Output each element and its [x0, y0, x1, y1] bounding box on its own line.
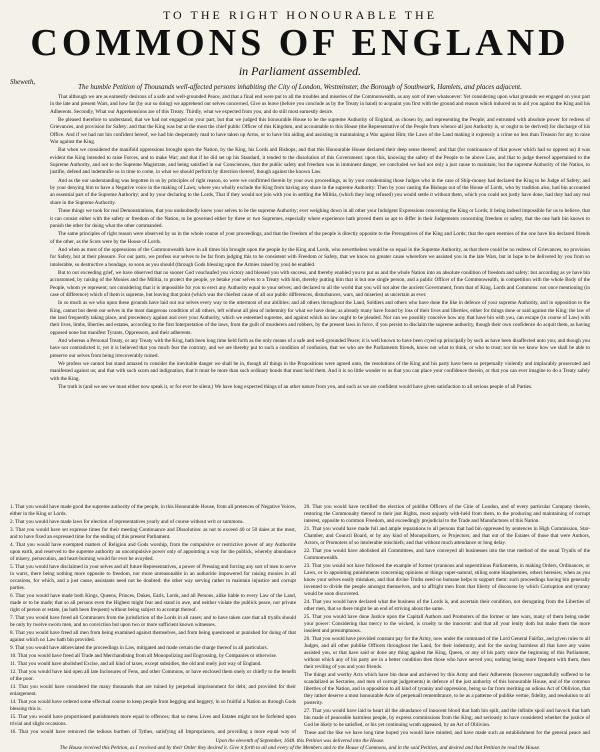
demand-item: 14. That you would have ordered some effectual course to keep people from begging and beggery, in so fruitful a Nation as through Gods blessing this is.: [10, 699, 296, 712]
intro-paragraph: But when we considered the manifold oppressions brought upon the Nation, by the King, his Lords and Bishops; and that this Honourable House declared their deep sense thereof; and that (for continuance of that power which had so opprest us) it was evident the King intended to raise Forces, and to make War; and that if he did set up his Standard, it tended to the dissolution of this Government: upon this, knowing the safety of the People to be above Law, and that to judge thereof appertained to the Supreme Authority, and not to the Supreme Magistrate, and being satisfied in our Consciences, that the public safety and freedom was in imminent danger, we concluded we had not only a just cause to maintain; but the supreme Authority of the Nation, to justifie, defend and indemnifie us in time to come, in what we should perform by direction thereof, though against the known Law.: [50, 147, 590, 176]
demand-item: 11. That you would have abolished Excise, and all kind of taxes, except subsidies, the old and onely just way of England.: [10, 661, 262, 667]
demand-item: 7. That you would have freed all Commoners from the jurisdiction of the Lords in all cases; and to have taken care that all tryalls should be only by twelve sworn men, and no conviction but upon two or more sufficient known witnesses.: [10, 615, 296, 628]
intro-paragraph: That although we are as earnestly desirous of a safe and well-grounded Peace, and that a final end were put to all the troubles and miseries of the Commonwealth, as any sort of men whatsoever: Yet considering upon what grounds we engaged on your part in the late and present Wars, and how far (by our so doing) we apprehend our selves concerned, Give us leave (before you conclude as by the Treaty in hand) to acquaint you first with the ground and reason which induced us to aid you against the King and his Adherents. Secondly, What our Apprehensions are of this Treaty. Thirdly, what we expected from you, and do still most earnestly desire.: [50, 94, 590, 115]
title: COMMONS OF ENGLAND: [30, 22, 570, 64]
footer-date: Upon the eleventh of September, 1648. this Petition was delivered into the House.: [215, 738, 385, 744]
demand-item: 24. That you would have declared what the business of the Lords is, and ascertain their condition, not derogating from the Liberties of other men, that so there might be an end of striving about the same.: [304, 599, 590, 612]
footer-note: The House received this Petition, as I received and by their Order they desired it. Give it forth to all and every of the Members and to the House of Commons, and in the said Petition, and desired and that Petition be read the House.: [59, 745, 541, 751]
demand-item: 5. That you would have disclaimed in your selves and all future Representatives, a power of Pressing and forcing any sort of men to serve in warrs, there being nothing more opposite to freedom, nor more unreasonable in an authoritie impowered for raising monies in all occasions, for which, and a just cause, assistants need not be doubted: the other way serving rather to maintain injustice and corrupt parties.: [10, 564, 296, 591]
demand-item: 27. That you would have laid to heart all the abundance of innocent blood that hath bin spilt, and the infinite spoil and havock that hath bin made of peaceable harmless people, by express commissions from the King; and seriously to have considered whether the justice of God be likely to be satisfied, or his yet continuing wrath appeased, by an Act of Oblivion.: [304, 708, 590, 728]
right-column: [304, 504, 590, 736]
intro-paragraph: These things we took for real Demonstrations, that you undoubtedly knew your selves to be the supreme Authority; ever weighing down in all other your Indulgent Expressions concerning the King or Lords; it being indeed impossible for us to believe, that it can consist either with the safety or freedom of the Nation, to be governed either by three or two Supremes, especially where experience hath proved them so apt to differ in their Judgements concerning freedom or safety, that the one hath bin known to punish the other for doing what the other commanded.: [50, 208, 590, 229]
demand-item: The things and worthy Acts which have bin done and atchieved by this Army and their Adherents (however ungratefully suffered to be scandalized as Sectaries, and men of corrupt judgements) in defence of the just authority of this honourable House, and of the common liberties of the Nation, and in opposition to all kind of tyranny and oppression, being so far from meriting an odious Act of Oblivion, that they rather deserve a most honourable Acte of perpetuall remembrance, to be as a patterne of publike vertue, fidelity, and resolution to all posterity.: [304, 672, 590, 706]
demand-item: 21. That you would have made full and ample reparations to all persons that had bin oppressed by sentences in High Commission, Star-Chamber, and Council Board, or by any kind of Monopolizers, or Projectors; and that out of the Estates of those that were Authors, Actors, or Promoters of so intolerable mischiefs; and that without much attendance or long delay.: [304, 526, 590, 546]
address-line: TO THE RIGHT HONOURABLE THE: [162, 8, 438, 22]
demand-item: 8. That you would have freed all men from being examined against themselves, and from being questioned or punished for doing of that against which no Law hath bin provided.: [10, 630, 296, 643]
humble-petition-line: The humble Petition of Thousands well-affected persons inhabiting the City of London, Westminster, the Borough of Southwark, Hamlets, and places adjacent.: [78, 83, 522, 91]
demand-item: 12. That you would have laid open all late Inclosures of Fens, and other Commons, or have enclosed them onely or chiefly to the benefit of the poor.: [10, 669, 296, 682]
intro-paragraph: In so much as we who upon these grounds have laid out our selves every way to the uttermost of our abilities: and all others throughout the Land, Soldiers and others who have done the like in defence of your supreme Authority, and in opposition to the King, cannot but deem our selves in the most dangerous condition of all others, left without all plea of indemnity for what we have done; as already many have found by loss of their lives and liberties, either for things done or said against the King; the law of the land frequently taking place, and precedency against and over your Authority, which we esteemed supreme, and against which no law ought to be pleaded. Nor can we possibly conceive how any that have bin with you, can escape (in course of Law) with their lives, limbs, liberties and estates, according to the first Interpretation of the laws, from the guilt of murderers and robbers, by the present laws in force, if you persist to disclaim the supreme authority, though their own confidence do acquit them, as having opposed none but manifest Tyrants, Oppressors, and their adherents.: [50, 300, 590, 336]
demand-item: 2. That you would have made laws for election of representatives yearly and of course without writ or summons.: [10, 519, 244, 525]
demand-item: 6. That you would have made both Kings, Queens, Princes, Dukes, Earls, Lords, and all Persons, alike liable to every Law of the Land, made or to be made; that so all persons even the Highest might fear and stand in awe, and neither violate the publick peace, nor private right of person or estate, (as hath been frequent) without being subject to accompt thereof.: [10, 593, 296, 613]
demand-item: 25. That you would have done Justice upon the Capitall Authors and Promoters of the former or late wars, many of them being under your power: Considering that mercy to the wicked, is cruelty to the innocent: and that all your lenity doth but make them the more insolent and presumptuous.: [304, 614, 590, 634]
intro-paragraph: The same principles of right reason were observed by us in the whole course of your proceedings, and that the freedom of the people is directly opposite to the Prerogatives of the King and Lords; that the open enemies of the one have bin declared friends of the other, as the Scots were by the House of Lords.: [50, 231, 590, 245]
intro-paragraph: And as the our understanding was begotten in us by principles of right reason, so were we confirmed therein by your own proceedings, as by your condemning those Judges who in the case of Ship-money had declared the King to be Judge of Safety; and by your denying him to have a Negative voice in the making of Laws; where you wholly exclude the King from having any share in the supreme Authority: Then by your casting the Bishops out of the House of Lords, who by tradition also, had bin accounted an essential part of the Supreme Authority; and by your declaring to the Lords, That if they would not join with you in settling the Militia, (which they long refused) you would settle it without them, which you could not justly have done, had they had any real share in the Supreme Authority.: [50, 177, 590, 206]
subtitle: in Parliament assembled.: [238, 64, 362, 78]
demand-item: 26. That you would have provided constant pay for the Army, now under the command of the Lord General Fairfax, and given rules to all Judges, and all other publike Officers throughout the Land, for their indemnity, and for the saving harmless all that have any waies assisted you, or that have said or done any thing against the King, Queen, or any of his party since the beginning of this Parliament, without which any of his party are in a better condition then those who have served you; nothing being more frequent with them, then their reviling of you and your friends.: [304, 636, 590, 670]
intro-text: [50, 94, 590, 504]
demand-item: 9. That you would have abbreviated the proceedings in Law, mitigated and made certain the charge thereof in all particulars.: [10, 645, 268, 651]
intro-paragraph: And when as most of the oppressions of the Commonwealth have in all times bin brought upon the people by the King and Lords, who nevertheless would be so equal in the Supreme Authority, as that there could be no redress of Grievances, no provision for Safety, but at their pleasure. For our parts, we profess our selves to be far from judging this to be consistent with Freedom or Safety, that we know no greater cause wherefore we assisted you in the late Wars, but in hope to be delivered by you from so intolerable, so destructive a bondage, so soon as you should (through Gods blessing upon the Armies raised by you) be enabled.: [50, 246, 590, 268]
intro-paragraph: The truth is (and we see we must either now speak it, or for ever be silent,) We have long expected things of an other nature from you, and such as we are confident would have given satisfaction to all serious people of all Parties.: [58, 384, 533, 391]
demand-item: 16. That you would have removed the tedious burthen of Tythes, satisfying all Impropriators, and providing a more equal way of: [10, 729, 296, 735]
demand-item: 1. That you would have made good the supreme authority of the people, in this Honourable House, from all pretences of Negative Voices, either in the King or Lords.: [10, 504, 296, 517]
demand-item: 3. That you would have set expresse times for their meeting Continuance and Dissolution: as not to exceed 40 or 50 daies at the most, and to have fixed an expressed time for the ending of this present Parliament.: [10, 527, 296, 540]
demand-item: 15. That you would have proportioned punishments more equal to offences; that so mens Lives and Estates might not be forfeited upon trivial and slight occasions.: [10, 714, 296, 727]
sheweth-label: Sheweth,: [10, 78, 36, 86]
demand-item: These and the like we have long time hoped you would have minded, and have made such an establishment for the general peace and: [304, 730, 590, 736]
demand-item: 4. That you would have exempted matters of Religion and Gods worship, from the compulsive or restrictive power of any Authoritie upon earth, and reserved to the supreme authority an uncompulsive power only of appointing a way for the publick, whereby abundance of misery, persecution, and heart-burning would for ever be avoyded.: [10, 542, 296, 562]
left-column: [10, 504, 296, 736]
demand-item: 10. That you would have freed all Trade and Merchandising from all Monopolizing and Engrossing, by Companies or otherwise.: [10, 653, 278, 659]
header: [10, 8, 590, 79]
demands-columns: [10, 504, 590, 736]
demand-item: 20. That you would have rectified the election of publike Officers of the Citie of London, and of every particular Company therein, restoring the Commonalty thereof to their just Rights, most unjustly with-held from them, to the producing and maintaining of corrupt interest, opposite to common Freedom, and exceedingly prejudicial to the Trade and Manufactures of this Nation.: [304, 504, 590, 524]
intro-paragraph: We profess we cannot but stand amazed to consider the inevitable danger we shall be in, though all things in the Propositions were agreed unto, the resolutions of the King and his party have been so perpetually violently and implacably prosecuted and manifested against us; and that with such scorn and indignation, that it must be more than such ordinary bonds that must hold them. And it is no little wonder to us that you can place your confidence therein, or that you can ever imagine to do a Treaty safely with the King.: [50, 361, 590, 382]
intro-paragraph: Be pleased therefore to understand, that we had not engaged on your part, but that we judged this honourable House to be the supreme Authority of England, as chosen by, and representing the People; and entrusted with absolute power for redress of Grievances, and provision for Safety: and that the King was but at the most the chief public Officer of this Kingdom, and accountable to this House (the Representative of the People from whence all just Authority is, or ought to be derived) for discharge of his Office. And if we had not bin confident hereof, we had bin desperately mad to have taken up Arms, or to have bin aiding and assisting in maintaining a War against Him; the Laws of the Land making it expressly a crime no less than Treason for any to raise War against the King.: [50, 117, 590, 146]
footer: [10, 738, 590, 752]
demand-item: 13. That you would have considered the many thousands that are ruined by perpetual imprisonment for debt, and provided for their enlargement.: [10, 684, 296, 697]
intro-paragraph: And whereas a Personal Treaty, or any Treaty with the King, hath been long time held forth as the only means of a safe and well-grounded Peace; it is well known to have been cryed up principally by such as have been disaffected unto you; and though you have not contradicted it, yet it is believed that you much fear the contrary, and we are thereby put to such a condition of confusion, that we who are the Parliaments friends, know not what to think, or who to trust; nor do we know how we shall be able to preserve our selves from being irrecoverably ruined.: [50, 338, 590, 359]
demand-item: 23. That you would not have followed the example of former tyrannous and superstitious Parliaments, in making Orders, Ordinances, or Laws, or in appointing punishments concerning opinions or things super-natural, stiling some blasphemies, others heresies; when as you know your selves easily mistaken, and that divine Truths need no humane helps to support them: such proceedings having bin generally invented to divide the people amongst themselves, and to affright men from that liberty of discourse by which Corruption and tyranny would be soon discovered.: [304, 563, 590, 597]
intro-paragraph: But to our exceeding grief, we have observed that no sooner God vouchsafed you victory and blessed you with success, and thereby enabled you to put us and the whole Nation into an absolute condition of freedom and safety: but according as ye have bin accustomed, by raising of the Monies and the Militia, to protect the people, ye betake your selves to a Treaty with him, thereby putting him that is but one single person, and a public Officer of the Commonwealth, in competition with the whole Body of the People, whom ye represent; not considering that it is impossible for you to erect any Authority equal to your selves; and declared to all the world that you will not alter the ancient Government, from that of King, Lords and Commons: not once mentioning (in case of difference) which of them is supreme, but leaving that point (which was the chiefest cause of all our public differences, disturbances, wars, and miseries) as uncertain as ever.: [50, 269, 590, 298]
demand-item: 22. That you would have abolished all Committees, and have conveyed all businesses into the true method of the usual Tryalls of the Commonwealth.: [304, 548, 590, 561]
